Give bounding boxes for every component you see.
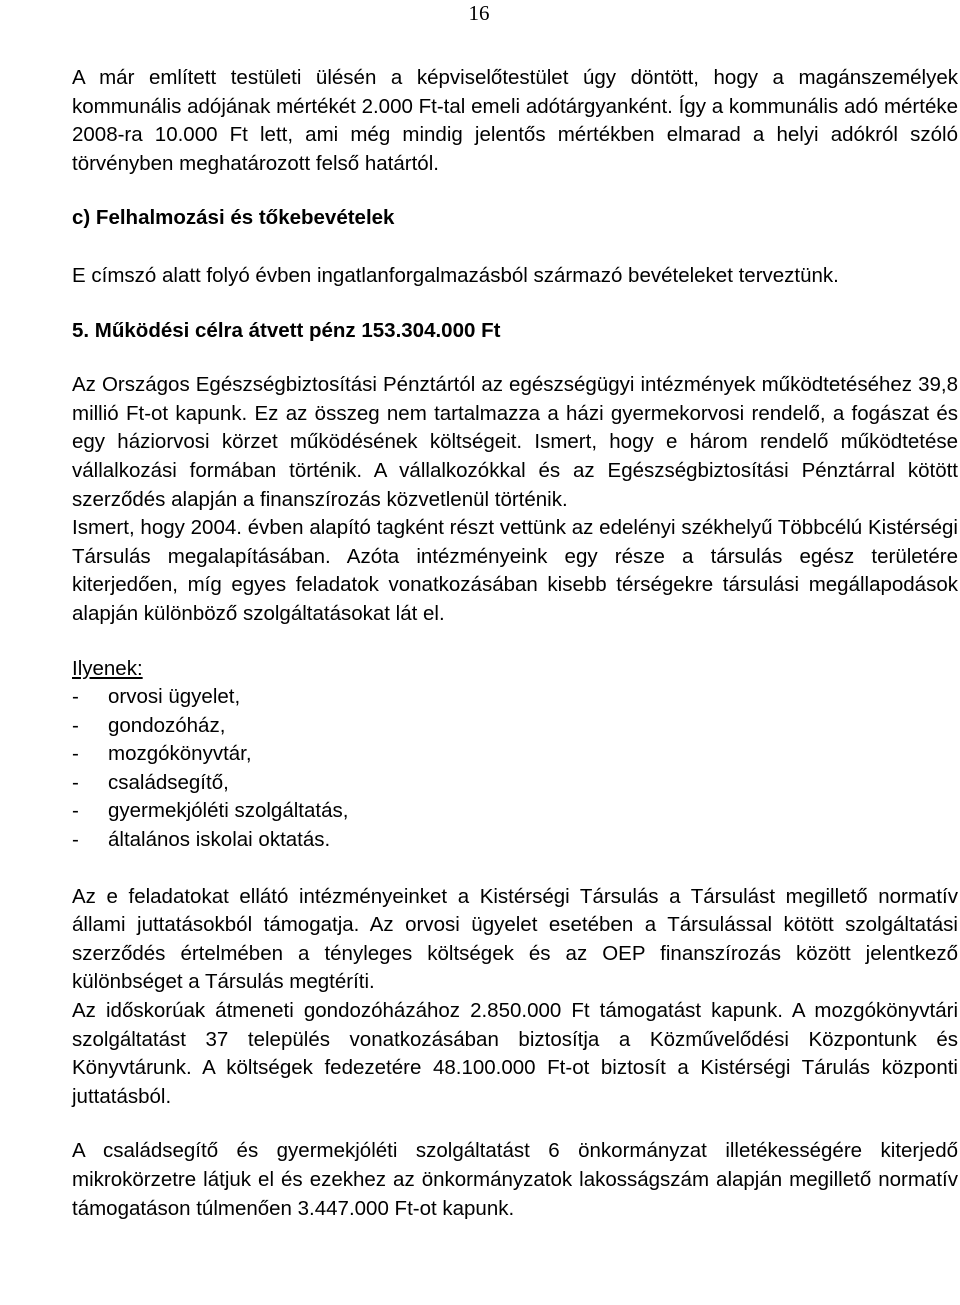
list-item: - általános iskolai oktatás. — [72, 828, 331, 852]
page-number: 16 — [468, 1, 490, 25]
list-item: - gondozóház, — [72, 713, 226, 737]
list-item: - orvosi ügyelet, — [72, 685, 241, 709]
document-body — [72, 64, 958, 1223]
list-title: Ilyenek: — [72, 656, 143, 680]
list-item: - gyermekjóléti szolgáltatás, — [72, 799, 349, 823]
paragraph-family-services: A családsegítő és gyermekjóléti szolgáltatást 6 önkormányzat illetékességére kiterjedő mikrokörzetre látjuk el és ezekhez az önkormányzatok lakosságszám alapján megillető normatív támogatáson túlmenően 3.447.000 Ft-ot kapunk. — [72, 1139, 958, 1220]
paragraph-real-estate: E címszó alatt folyó évben ingatlanforgalmazásból származó bevételeket terveztünk. — [72, 263, 839, 287]
paragraph-normative-support: Az e feladatokat ellátó intézményeinket a Kistérségi Társulás a Társulást megillető normatív állami juttatásokból támogatja. Az orvosi ügyelet esetében a Társulással kötött szolgáltatási szerződés értelmében a tényleges költségek és az OEP finanszírozás között jelentkező különbséget a Társulás megtéríti. — [72, 884, 958, 994]
list-item: - családsegítő, — [72, 770, 229, 794]
paragraph-elderly-care: Az időskorúak átmeneti gondozóházához 2.850.000 Ft támogatást kapunk. A mozgókönyvtári szolgáltatást 37 település vonatkozásában biztosítja a Közművelődési Központunk és Könyvtárunk. A költségek fedezetére 48.100.000 Ft-ot biztosít a Kistérségi Tárulás központi juttatásból. — [72, 999, 958, 1108]
paragraph-health-insurance: Az Országos Egészségbiztosítási Pénztártól az egészségügyi intézmények működtetéséhez 39,8 millió Ft-ot kapunk. Ez az összeg nem tartalmazza a házi gyermekorvosi rendelő, a fogászat és egy háziorvosi körzet működésének költségeit. Ismert, hogy e három rendelő működtetése vállalkozási formában történik. A vállalkozókkal és az Egészségbiztosítási Pénztárral kötött szerződés alapján a finanszírozás közvetlenül történik. — [72, 373, 958, 511]
paragraph-micro-region: Ismert, hogy 2004. évben alapító tagként részt vettünk az edelényi székhelyű Többcélú Kistérségi Társulás megalapításában. Azóta intézményeink egy része a társulás egész területére kiterjedően, míg egyes feladatok vonatkozásában kisebb térségekre társulási megállapodások alapján különböző szolgáltatásokat lát el. — [72, 516, 958, 625]
list-item: - mozgókönyvtár, — [72, 742, 252, 766]
heading-operating-funds: 5. Működési célra átvett pénz 153.304.000 Ft — [72, 318, 501, 342]
heading-capital-revenues: c) Felhalmozási és tőkebevételek — [72, 206, 395, 230]
paragraph-communal-tax: A már említett testületi ülésén a képviselőtestület úgy döntött, hogy a magánszemélyek kommunális adójának mértékét 2.000 Ft-tal emeli adótárgyanként. Így a kommunális adó mértéke 2008-ra 10.000 Ft lett, ami még mindig jelentős mértékben elmarad a helyi adókról szóló törvényben meghatározott felső határtól. — [72, 66, 958, 175]
services-list — [72, 683, 958, 855]
